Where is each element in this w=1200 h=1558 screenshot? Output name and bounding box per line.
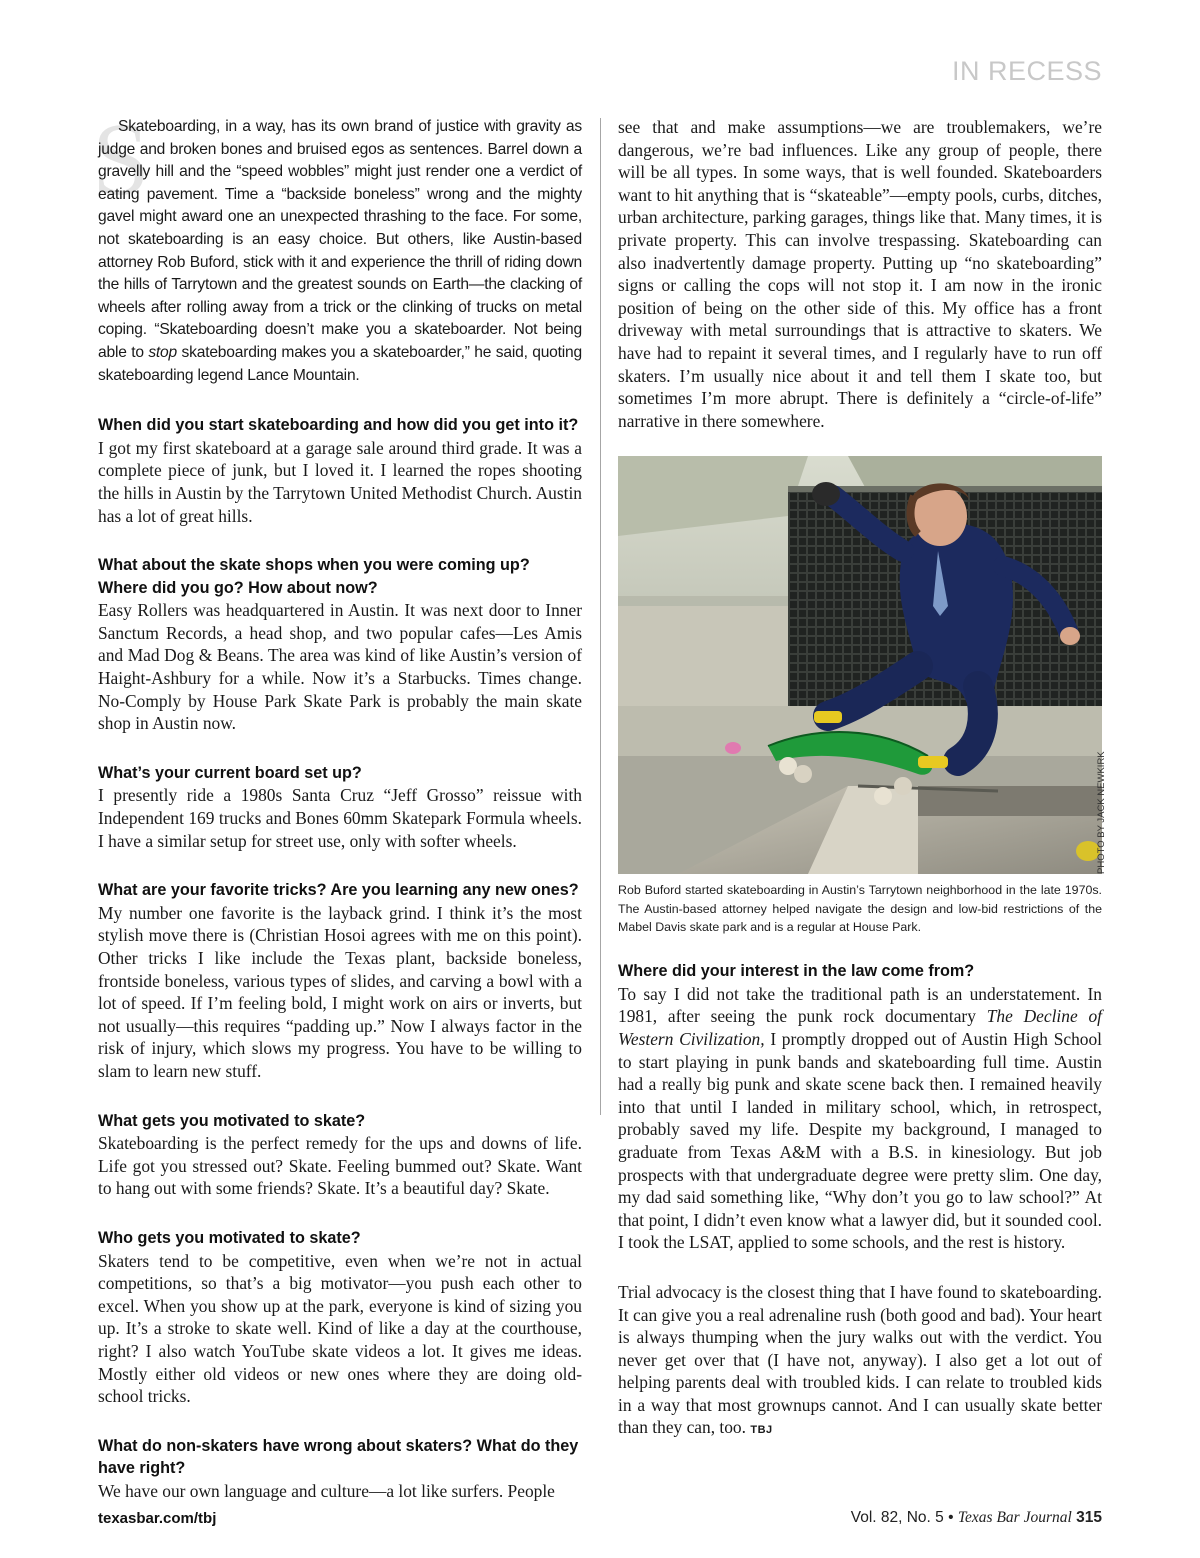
footer-volume: Vol. 82, No. 5 bbox=[850, 1509, 944, 1526]
qa-block bbox=[98, 1110, 582, 1200]
end-mark: TBJ bbox=[750, 1424, 773, 1437]
qa-block bbox=[98, 1227, 582, 1408]
question-heading: What about the skate shops when you were coming up? Where did you go? How about now? bbox=[98, 556, 530, 597]
answer-text: Skateboarding is the perfect remedy for the ups and downs of life. Life got you stressed out? Skate. Feeling bummed out? Skate. Want to hang out with some friends? Skate. It’s a beautiful day? Skate. bbox=[98, 1133, 582, 1199]
question-heading: Who gets you motivated to skate? bbox=[98, 1228, 361, 1247]
intro-text-part2: skateboarding makes you a skateboarder,” he said, quoting skateboarding legend Lance Mountain. bbox=[98, 343, 582, 384]
page-number: 315 bbox=[1076, 1509, 1102, 1526]
photo-caption: Rob Buford started skateboarding in Austin’s Tarrytown neighborhood in the late 1970s. The Austin-based attorney helped navigate the design and low-bid restrictions of the Mabel Davis skate park and is a regular at House Park. bbox=[618, 883, 1102, 934]
footer-issue bbox=[851, 1509, 1102, 1527]
answer-text: Easy Rollers was headquartered in Austin. It was next door to Inner Sanctum Records, a head shop, and two popular cafes—Les Amis and Mad Dog & Beans. The area was kind of like Austin’s version of Haight-Ashbury for a while. Now it’s a Starbucks. Times change. No-Comply by House Park Skate Park is probably the main skate shop in Austin now. bbox=[98, 600, 582, 734]
intro-paragraph bbox=[92, 102, 582, 387]
qa-block bbox=[98, 762, 582, 852]
continued-answer-text: see that and make assumptions—we are troublemakers, we’re dangerous, we’re bad influences. Like any group of people, there will be all types. In some ways, that is well founded. Skateboarders want to hit anything that is “skateable”—empty pools, curbs, ditches, urban architecture, parking garages, things like that. Many times, it is private property. This can involve trespassing. Skateboarding can also inadvertently damage property. Putting up “no skateboarding” signs or calling the cops will not stop it. I am now in the ironic position of being on the other side of this. My office has a front driveway with metal surroundings that is attractive to skaters. We have had to repaint it several times, and I regularly have to run off skaters. I’m usually nice about it and tell them I skate too, but sometimes I’m more abrupt. There is definitely a “circle-of-life” narrative in there somewhere. bbox=[618, 117, 1102, 431]
intro-italic-word: stop bbox=[148, 343, 178, 361]
question-heading: What gets you motivated to skate? bbox=[98, 1111, 366, 1130]
qa-block bbox=[98, 879, 582, 1082]
answer-text: Skaters tend to be competitive, even when we’re not in actual competitions, so that’s a big motivator—you push each other to excel. When you show up at the park, everyone is kind of sizing you up. It’s a stroke to skate well. Kind of like a day at the courthouse, right? I also watch YouTube skate videos a lot. It gives me ideas. Mostly either old videos or new ones where they are doing old-school tricks. bbox=[98, 1250, 582, 1407]
footer-url: texasbar.com/tbj bbox=[98, 1510, 217, 1527]
closing-paragraph: Trial advocacy is the closest thing that I have found to skateboarding. It can give you a real adrenaline rush (both good and bad). Your heart is always thumping when the jury walks out with the verdict. You never get over that (I have not, anyway). I also get a lot out of helping parents deal with troubled kids. I can relate to troubled kids in a way that most grownups cannot. And I can usually skate better than they can, too. TBJ bbox=[618, 1281, 1102, 1438]
question-heading: Where did your interest in the law come from? bbox=[618, 962, 975, 981]
intro-text-part1: Skateboarding, in a way, has its own brand of justice with gravity as judge and broken bones and bruised egos as sentences. Barrel down a gravelly hill and the “speed wobbles” might just render one a verdict of eating pavement. Time a “backside boneless” wrong and the mighty gavel might award one an unexpected thrashing to the face. For some, not skateboarding is an easy choice. But others, like Austin-based attorney Rob Buford, stick with it and experience the thrill of riding down the hills of Tarrytown and the greatest sounds on Earth—the clacking of wheels after rolling away from a trick or the clinking of trucks on metal coping. “Skateboarding doesn’t make you a skateboarder. Not being able to bbox=[98, 118, 582, 361]
question-heading: What are your favorite tricks? Are you learning any new ones? bbox=[98, 881, 579, 900]
column-divider bbox=[600, 118, 601, 1115]
photo-credit: PHOTO BY JACK NEWKIRK bbox=[1096, 751, 1107, 874]
answer-text: My number one favorite is the layback grind. I think it’s the most stylish move there is (Christian Hosoi agrees with me on this point). Other tricks I like include the Texas plant, backside boneless, frontside boneless, various types of slides, and carving a bowl with a lot of speed. If I’m feeling bold, I might work on airs or inverts, but not usually—this requires “padding up.” Now I always factor in the risk of injury, which slows my progress. You have to be willing to slam to learn new stuff. bbox=[98, 902, 582, 1081]
film-title: The Decline of Western Civilization, bbox=[618, 1006, 1102, 1049]
answer-text: I presently ride a 1980s Santa Cruz “Jeff Grosso” reissue with Independent 169 trucks and Bones 60mm Skatepark Formula wheels. I have a similar setup for street use, only with softer wheels. bbox=[98, 785, 582, 851]
section-tag: IN RECESS bbox=[951, 56, 1102, 86]
dropcap-letter: S bbox=[92, 102, 150, 217]
question-heading: What do non-skaters have wrong about skaters? What do they have right? bbox=[98, 1436, 579, 1478]
right-column bbox=[618, 116, 1102, 1442]
qa-block bbox=[98, 414, 582, 527]
question-heading: What’s your current board set up? bbox=[98, 763, 362, 782]
question-heading: When did you start skateboarding and how did you get into it? bbox=[98, 416, 579, 435]
footer-bullet: • bbox=[948, 1509, 954, 1526]
answer-text: We have our own language and culture—a lot like surfers. People bbox=[98, 1480, 555, 1501]
answer-text: I got my first skateboard at a garage sale around third grade. It was a complete piece of junk, but I loved it. I learned the ropes shooting the hills in Austin by the Tarrytown United Methodist Church. Austin has a lot of great hills. bbox=[98, 437, 582, 526]
qa-block bbox=[98, 554, 582, 735]
left-column bbox=[92, 102, 582, 1502]
qa-block bbox=[618, 960, 1102, 1254]
footer-journal: Texas Bar Journal bbox=[957, 1509, 1072, 1526]
answer-text: To say I did not take the traditional path is an understatement. In 1981, after seeing the punk rock documentary The Decline of Western Civilization, I promptly dropped out of Austin High School to start playing in punk bands and skateboarding full time. Austin had a really big punk and skate scene back then. I remained heavily into that until I landed in military school, which, in retrospect, probably saved my life. Despite my background, I managed to graduate from Texas A&M with a B.S. in kinesiology. But job prospects with that undergraduate degree were pretty slim. One day, my dad said something like, “Why don’t you go to law school?” At that point, I didn’t even know what a lawyer did, but it sounded cool. I took the LSAT, applied to some schools, and the rest is history. bbox=[618, 983, 1102, 1253]
skateboarder-photo bbox=[618, 456, 1102, 874]
qa-block bbox=[98, 1435, 582, 1503]
